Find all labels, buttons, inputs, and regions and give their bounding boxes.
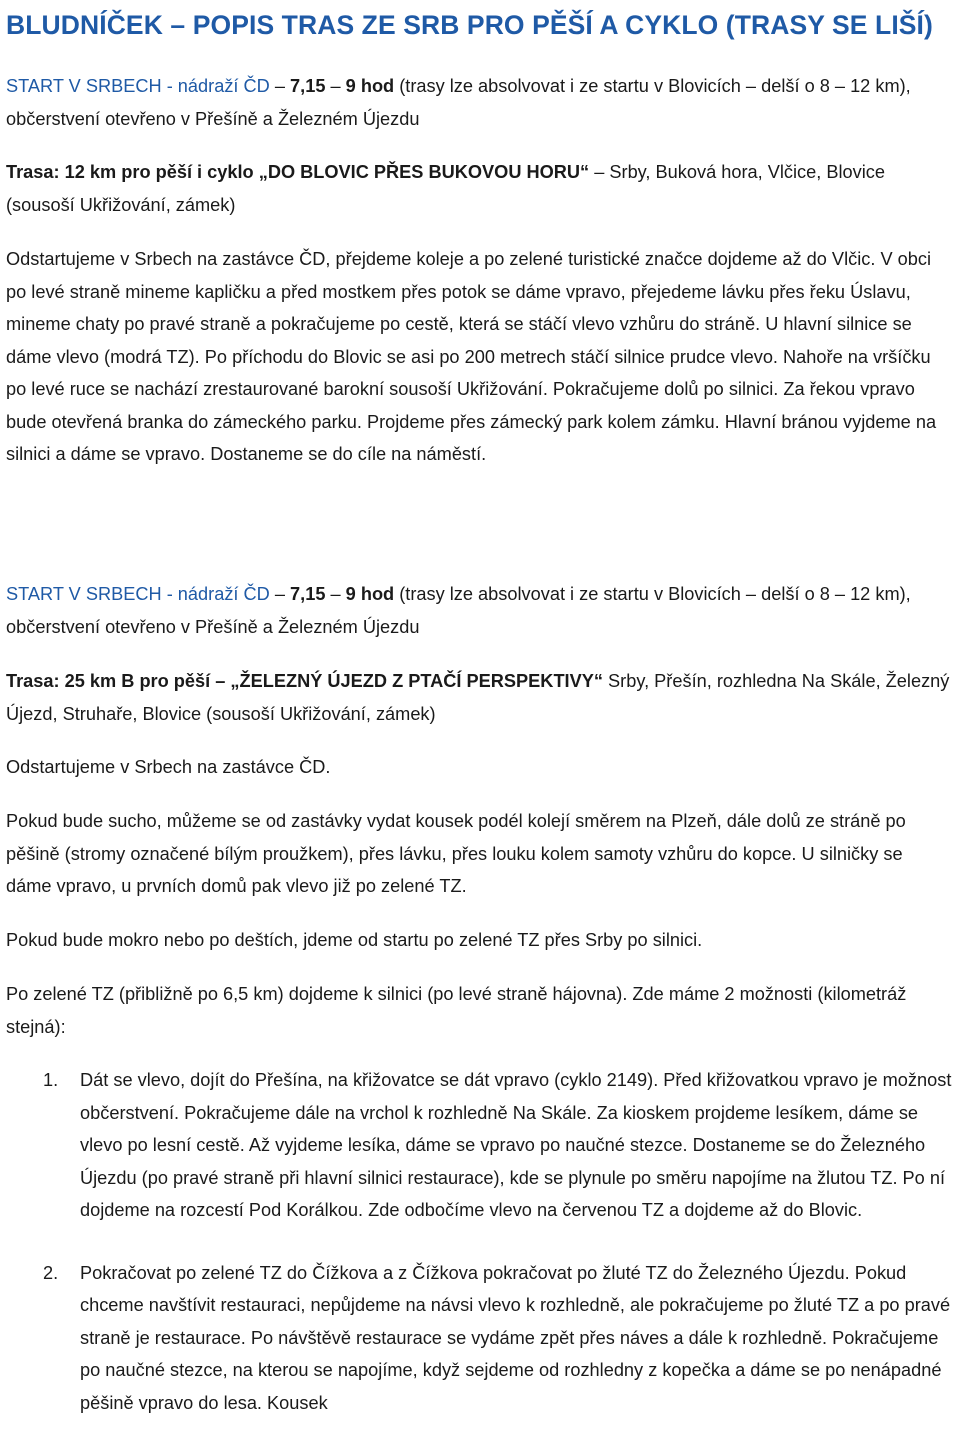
paragraph-options: Po zelené TZ (přibližně po 6,5 km) dojdeme k silnici (po levé straně hájovna). Zde máme 2 možnosti (kilometráž stejná):	[6, 984, 907, 1037]
list-item-number: 2.	[43, 1262, 59, 1283]
list-item-text: Dát se vlevo, dojít do Přešína, na křižovatce se dát vpravo (cyklo 2149). Před křižovatkou vpravo je možnost občerstvení. Pokračujeme dále na vrchol k rozhledně Na Skále. Za kioskem projdeme lesíkem, dáme se vlevo po lesní cestě. Až vyjdeme lesíka, dáme se vpravo po naučné stezce. Dostaneme se do Železného Újezdu (po pravé straně při hlavní silnici restaurace), kde se plynule po směru napojíme na žlutou TZ. Po ní dojdeme na rozcestí Pod Korálkou. Zde odbočíme vlevo na červenou TZ a dojdeme až do Blovic.	[80, 1070, 952, 1220]
route-label-1: Trasa: 12 km pro pěší i cyklo „DO BLOVIC PŘES BUKOVOU HORU“	[6, 162, 590, 182]
list-item	[6, 1064, 956, 1227]
paragraph-wet: Pokud bude mokro nebo po deštích, jdeme od startu po zelené TZ přes Srby po silnici.	[6, 930, 703, 950]
start-note-2: (trasy lze absolvovat i ze startu v Blovicích – delší o 8 – 12 km), občerstvení otevřeno v Přešíně a Železném Újezdu	[6, 584, 911, 637]
start-note-1: (trasy lze absolvovat i ze startu v Blovicích – delší o 8 – 12 km), občerstvení otevřeno v Přešíně a Železném Újezdu	[6, 76, 911, 129]
start-info-2: START V SRBECH - nádraží ČD – 7,15 – 9 hod (trasy lze absolvovat i ze startu v Blovicích – delší o 8 – 12 km), občerstvení otevřeno v Přešíně a Železném Újezdu	[6, 584, 911, 637]
route-description-1: Odstartujeme v Srbech na zastávce ČD, přejdeme koleje a po zelené turistické značce dojdeme až do Vlčic. V obci po levé straně mineme kapličku a před mostkem přes potok se dáme vpravo, přejedeme lávku přes řeku Úslavu, mineme chaty po pravé straně a pokračujeme po cestě, která se stáčí vlevo vzhůru do stráně. U hlavní silnice se dáme vlevo (modrá TZ). Po příchodu do Blovic se asi po 200 metrech stáčí silnice prudce vlevo. Nahoře na vršíčku po levé ruce se nachází zrestaurované barokní sousoší Ukřižování. Pokračujeme dolů po silnici. Za řekou vpravo bude otevřená branka do zámeckého parku. Projdeme přes zámecký park kolem zámku. Hlavní bránou vyjdeme na silnici a dáme se vpravo. Dostaneme se do cíle na náměstí.	[6, 249, 937, 464]
page-title: BLUDNÍČEK – POPIS TRAS ZE SRB PRO PĚŠÍ A CYKLO (TRASY SE LIŠÍ)	[6, 10, 933, 40]
route-label-2: Trasa: 25 km B pro pěší – „ŽELEZNÝ ÚJEZD Z PTAČÍ PERSPEKTIVY“	[6, 671, 603, 691]
route-heading-2	[6, 665, 952, 730]
start-label-1: START V SRBECH	[6, 76, 162, 96]
paragraph-dry: Pokud bude sucho, můžeme se od zastávky vydat kousek podél kolejí směrem na Plzeň, dále dolů ze stráně po pěšině (stromy označené bílým proužkem), přes lávku, přes louku kolem samoty vzhůru do kopce. U silničky se dáme vpravo, u prvních domů pak vlevo již po zelené TZ.	[6, 811, 906, 896]
options-list	[6, 1064, 956, 1419]
list-item-text: Pokračovat po zelené TZ do Čížkova a z Čížkova pokračovat po žluté TZ do Železného Újezdu. Pokud chceme navštívit restauraci, nepůjdeme na návsi vlevo k rozhledně, ale pokračujeme po žluté TZ a po pravé straně je restaurace. Po návštěvě restaurace se vydáme zpět přes náves a dále k rozhledně. Pokračujeme po naučné stezce, na kterou se napojíme, když sejdeme od rozhledny z kopečka a dáme se po nenápadné pěšině vpravo do lesa. Kousek	[80, 1262, 951, 1413]
paragraph-start: Odstartujeme v Srbech na zastávce ČD.	[6, 757, 331, 777]
start-label-2: START V SRBECH	[6, 584, 162, 604]
route-heading-1	[6, 156, 952, 221]
start-time-to-2: 9 hod	[345, 584, 395, 604]
route-stops-2: Srby, Přešín, rozhledna Na Skále, Železný Újezd, Struhaře, Blovice (sousoší Ukřižování, zámek)	[6, 671, 950, 724]
start-station-2: - nádraží ČD	[161, 584, 270, 604]
start-time-from-1: 7,15	[290, 76, 326, 96]
list-item-number: 1.	[43, 1070, 59, 1090]
start-time-to-1: 9 hod	[345, 76, 395, 96]
start-station-1: - nádraží ČD	[161, 76, 270, 96]
list-item	[6, 1257, 956, 1420]
start-time-from-2: 7,15	[290, 584, 326, 604]
start-info-1: START V SRBECH - nádraží ČD – 7,15 – 9 hod (trasy lze absolvovat i ze startu v Blovicích – delší o 8 – 12 km), občerstvení otevřeno v Přešíně a Železném Újezdu	[6, 76, 911, 129]
route-stops-1: – Srby, Buková hora, Vlčice, Blovice (sousoší Ukřižování, zámek)	[6, 162, 886, 215]
